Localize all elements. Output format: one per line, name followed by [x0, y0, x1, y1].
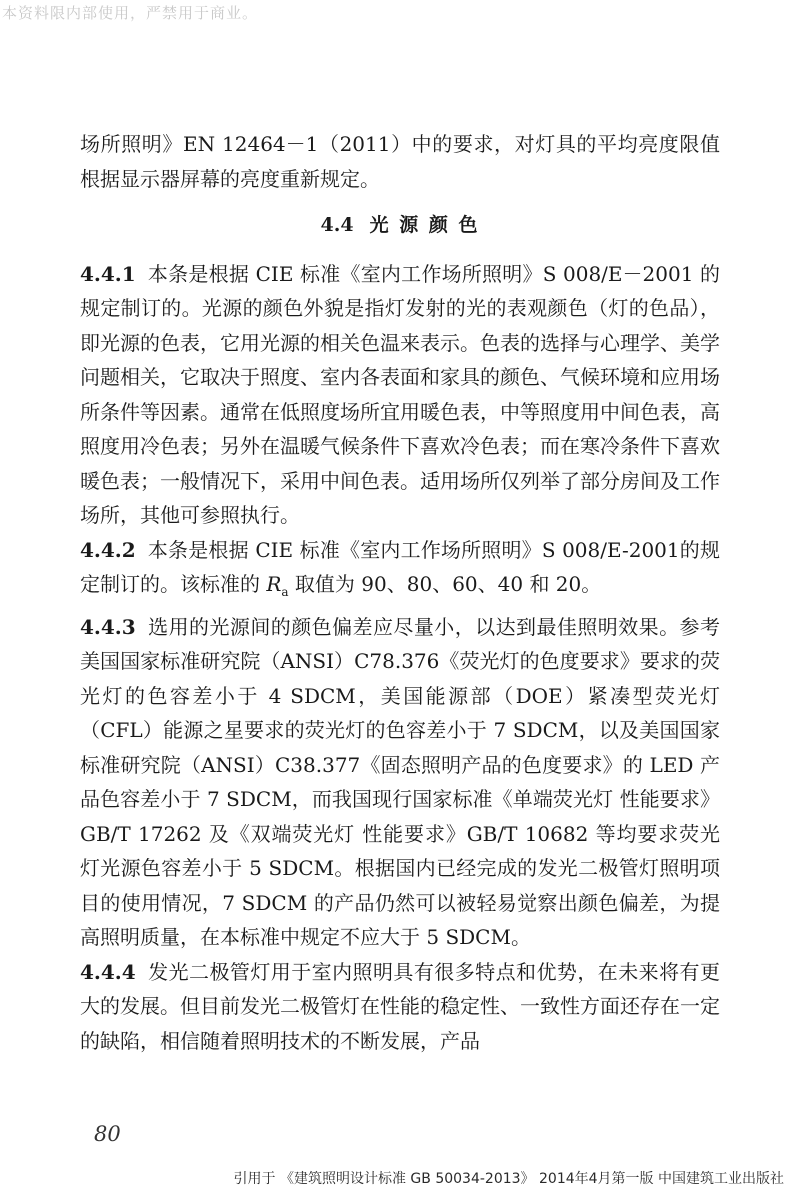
clause-number: 4.4.2	[80, 537, 136, 562]
clause-number: 4.4.3	[80, 614, 136, 639]
ra-symbol: $R_a$	[266, 572, 289, 599]
clause-4-4-1	[80, 257, 720, 533]
section-number: 4.4	[320, 214, 354, 236]
watermark-text: 本资料限内部使用，严禁用于商业。	[2, 4, 259, 22]
intro-paragraph: 场所照明》EN 12464－1（2011）中的要求，对灯具的平均亮度限值根据显示器屏幕的亮度重新规定。	[80, 132, 720, 191]
clause-number: 4.4.4	[80, 959, 136, 984]
clause-text-before: 本条是根据 CIE 标准《室内工作场所照明》S 008/E-2001的规定制订的。该标准的	[80, 537, 720, 596]
clause-4-4-3	[80, 610, 720, 955]
clause-text: 本条是根据 CIE 标准《室内工作场所照明》S 008/E－2001 的规定制订的。光源的颜色外貌是指灯发射的光的表观颜色（灯的色品），即光源的色表，它用光源的相关色温来表示。色表的选择与心理学、美学问题相关，它取决于照度、室内各表面和家具的颜色、气候环境和应用场所条件等因素。通常在低照度场所宜用暖色表，中等照度用中间色表，高照度用冷色表；另外在温暖气候条件下喜欢冷色表；而在寒冷条件下喜欢暖色表；一般情况下，采用中间色表。适用场所仅列举了部分房间及工作场所，其他可参照执行。	[80, 261, 720, 527]
clause-text: 发光二极管灯用于室内照明具有很多特点和优势，在未来将有更大的发展。但目前发光二极管灯在性能的稳定性、一致性方面还存在一定的缺陷，相信随着照明技术的不断发展，产品	[80, 959, 720, 1053]
citation-footer: 引用于 《建筑照明设计标准 GB 50034-2013》 2014年4月第一版 中国建筑工业出版社	[233, 1171, 784, 1187]
clause-4-4-4	[80, 955, 720, 1059]
section-heading	[80, 208, 720, 243]
clause-4-4-2	[80, 533, 720, 610]
page-number: 80	[94, 1122, 121, 1146]
document-body	[80, 127, 720, 1058]
clause-text-after: 取值为 90、80、60、40 和 20。	[288, 572, 602, 596]
clause-number: 4.4.1	[80, 261, 136, 286]
section-title: 光 源 颜 色	[369, 214, 480, 236]
clause-text: 选用的光源间的颜色偏差应尽量小，以达到最佳照明效果。参考美国国家标准研究院（ANSI）C78.376《荧光灯的色度要求》要求的荧光灯的色容差小于 4 SDCM，美国能源部（DOE）紧凑型荧光灯（CFL）能源之星要求的荧光灯的色容差小于 7 SDCM，以及美国国家标准研究院（ANSI）C38.377《固态照明产品的色度要求》的 LED 产品色容差小于 7 SDCM，而我国现行国家标准《单端荧光灯 性能要求》GB/T 17262 及《双端荧光灯 性能要求》GB/T 10682 等均要求荧光灯光源色容差小于 5 SDCM。根据国内已经完成的发光二极管灯照明项目的使用情况，7 SDCM 的产品仍然可以被轻易觉察出颜色偏差，为提高照明质量，在本标准中规定不应大于 5 SDCM。	[80, 614, 720, 949]
